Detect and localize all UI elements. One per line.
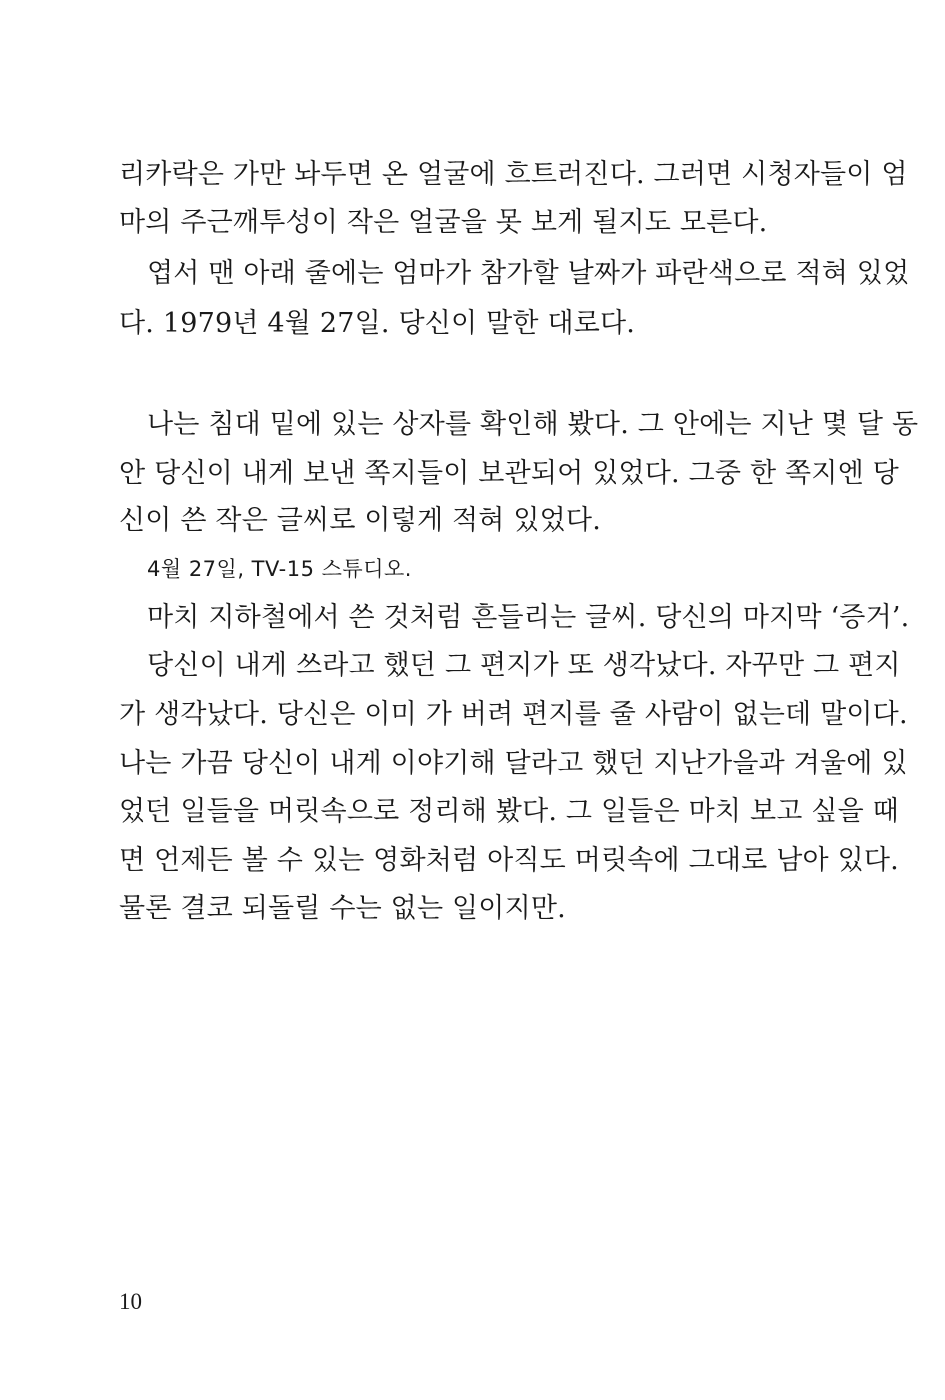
text-line: 나는 침대 밑에 있는 상자를 확인해 봤다. 그 안에는 지난 몇 달 동 bbox=[147, 409, 919, 440]
text-line: 리카락은 가만 놔두면 온 얼굴에 흐트러진다. 그러면 시청자들이 엄 bbox=[119, 159, 908, 190]
text-line: 었던 일들을 머릿속으로 정리해 봤다. 그 일들은 마치 보고 싶을 때 bbox=[119, 796, 899, 827]
text-line: 면 언제든 볼 수 있는 영화처럼 아직도 머릿속에 그대로 남아 있다. bbox=[119, 845, 899, 876]
text-line: 안 당신이 내게 보낸 쪽지들이 보관되어 있었다. 그중 한 쪽지엔 당 bbox=[119, 458, 899, 489]
text-line: 나는 가끔 당신이 내게 이야기해 달라고 했던 지난가을과 겨울에 있 bbox=[119, 748, 908, 779]
text-line: 신이 쓴 작은 글씨로 이렇게 적혀 있었다. bbox=[119, 505, 601, 536]
text-line: 가 생각났다. 당신은 이미 가 버려 편지를 줄 사람이 없는데 말이다. bbox=[119, 699, 908, 730]
text-line: 물론 결코 되돌릴 수는 없는 일이지만. bbox=[119, 893, 566, 924]
page-number: 10 bbox=[119, 1289, 142, 1314]
text-line: 마치 지하철에서 쓴 것처럼 흔들리는 글씨. 당신의 마지막 ‘증거’. bbox=[147, 602, 910, 633]
text-line: 다. 1979년 4월 27일. 당신이 말한 대로다. bbox=[119, 308, 636, 339]
note-text: 4월 27일, TV-15 스튜디오. bbox=[147, 557, 412, 581]
text-line: 엽서 맨 아래 줄에는 엄마가 참가할 날짜가 파란색으로 적혀 있었 bbox=[147, 258, 910, 289]
text-line: 당신이 내게 쓰라고 했던 그 편지가 또 생각났다. 자꾸만 그 편지 bbox=[147, 650, 901, 681]
text-line: 마의 주근깨투성이 작은 얼굴을 못 보게 될지도 모른다. bbox=[119, 207, 768, 238]
